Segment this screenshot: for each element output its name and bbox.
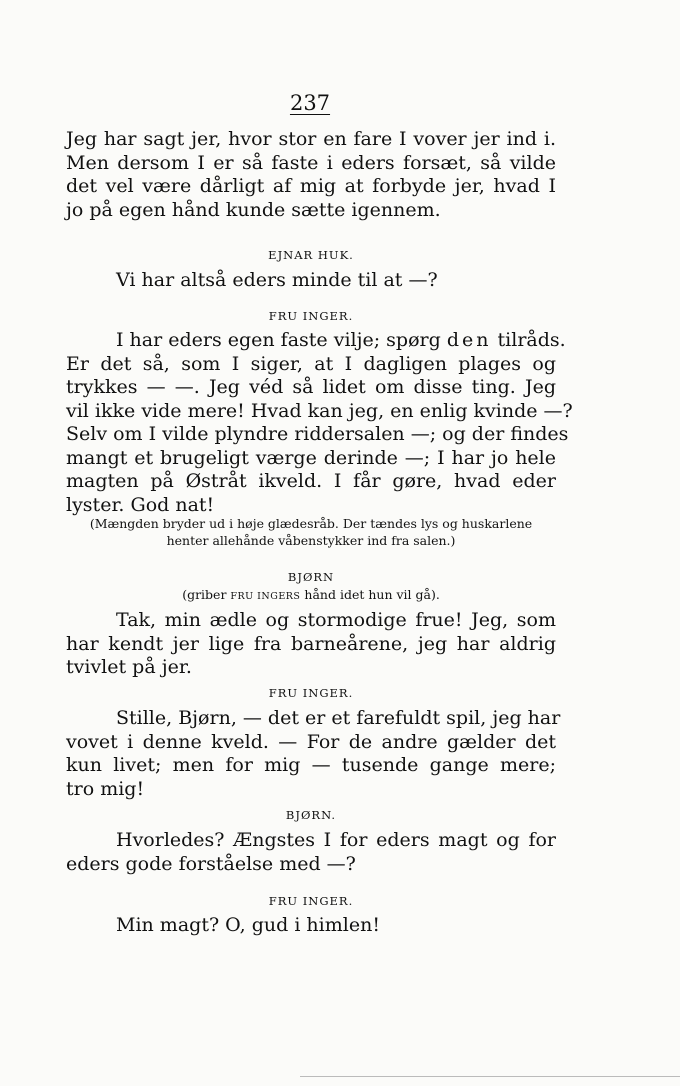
text-line: Er det så, som I siger, at I dagligen plages og — [66, 352, 556, 375]
paragraph — [66, 329, 573, 517]
speaker-label: BJØRN. — [285, 808, 337, 822]
text-line: Jeg har sagt jer, hvor stor en fare I vover jer ind i. — [66, 128, 556, 150]
speaker-label: FRU INGER. — [268, 894, 354, 908]
text-line — [66, 329, 566, 353]
text-line: det vel være dårligt af mig at forbyde jer, hvad I — [66, 175, 556, 197]
speaker-label: FRU INGER. — [268, 686, 354, 700]
stage-line: (Mængden bryder ud i høje glædesråb. Der tændes lys og huskarlene — [89, 516, 533, 531]
page-number: 237 — [289, 91, 331, 115]
speaker-name — [66, 894, 556, 908]
text-line: jo på egen hånd kunde sætte igennem. — [66, 198, 441, 221]
text-line: mangt et brugeligt værge derinde —; I har jo hele — [66, 446, 556, 469]
text-line: Hvorledes? Ængstes I for eders magt og for — [116, 829, 556, 851]
speaker-name — [66, 248, 556, 262]
stage-direction — [66, 586, 556, 605]
text-line: vil ikke vide mere! Hvad kan jeg, en enlig kvinde —? — [66, 399, 573, 422]
stage-text: hånd idet hun vil gå). — [304, 587, 440, 602]
paragraph — [66, 914, 556, 938]
text-line: lyster. God nat! — [66, 493, 215, 516]
speaker-name — [66, 808, 556, 822]
paragraph — [66, 128, 556, 222]
text-line: trykkes — —. Jeg véd så lidet om disse ting. Jeg — [66, 376, 556, 398]
text-segment: tilråds. — [497, 329, 566, 351]
text-line: Tak, min ædle og stormodige frue! Jeg, som — [116, 609, 556, 631]
paragraph — [66, 707, 561, 801]
text-line: Men dersom I er så faste i eders forsæt, så vilde — [66, 151, 556, 174]
stage-direction — [66, 515, 556, 549]
text-line: Min magt? O, gud i himlen! — [116, 914, 380, 936]
text-line: tro mig! — [66, 777, 145, 800]
speaker-label: EJNAR HUK. — [268, 248, 354, 262]
text-line: Selv om I vilde plyndre riddersalen —; og der findes — [66, 423, 569, 445]
text-line: magten på Østråt ikveld. I får gøre, hvad eder — [66, 470, 556, 492]
speaker-label: BJØRN — [287, 570, 335, 584]
scan-edge-divider — [300, 1076, 680, 1077]
spaced-word: den — [446, 329, 492, 351]
stage-text: (griber — [182, 587, 227, 602]
speaker-name — [66, 686, 556, 700]
speaker-label: FRU INGER. — [268, 309, 354, 323]
speaker-name — [66, 570, 556, 584]
stage-line: henter allehånde våbenstykker ind fra salen.) — [166, 533, 456, 548]
text-line: eders gode forståelse med —? — [66, 852, 356, 875]
text-line: Vi har altså eders minde til at —? — [116, 269, 438, 291]
text-line: vovet i denne kveld. — For de andre gælder det — [66, 730, 556, 753]
paragraph — [66, 829, 556, 876]
speaker-name — [66, 309, 556, 323]
paragraph — [66, 269, 556, 293]
text-segment: I har eders egen faste vilje; spørg — [116, 329, 441, 351]
text-line: kun livet; men for mig — tusende gange mere; — [66, 754, 556, 776]
text-line: har kendt jer lige fra barneårene, jeg har aldrig — [66, 632, 556, 655]
text-line: Stille, Bjørn, — det er et farefuldt spil, jeg har — [116, 707, 561, 729]
text-line: tvivlet på jer. — [66, 656, 192, 678]
paragraph — [66, 609, 556, 680]
stage-smallcaps: FRU INGERS — [230, 591, 301, 602]
